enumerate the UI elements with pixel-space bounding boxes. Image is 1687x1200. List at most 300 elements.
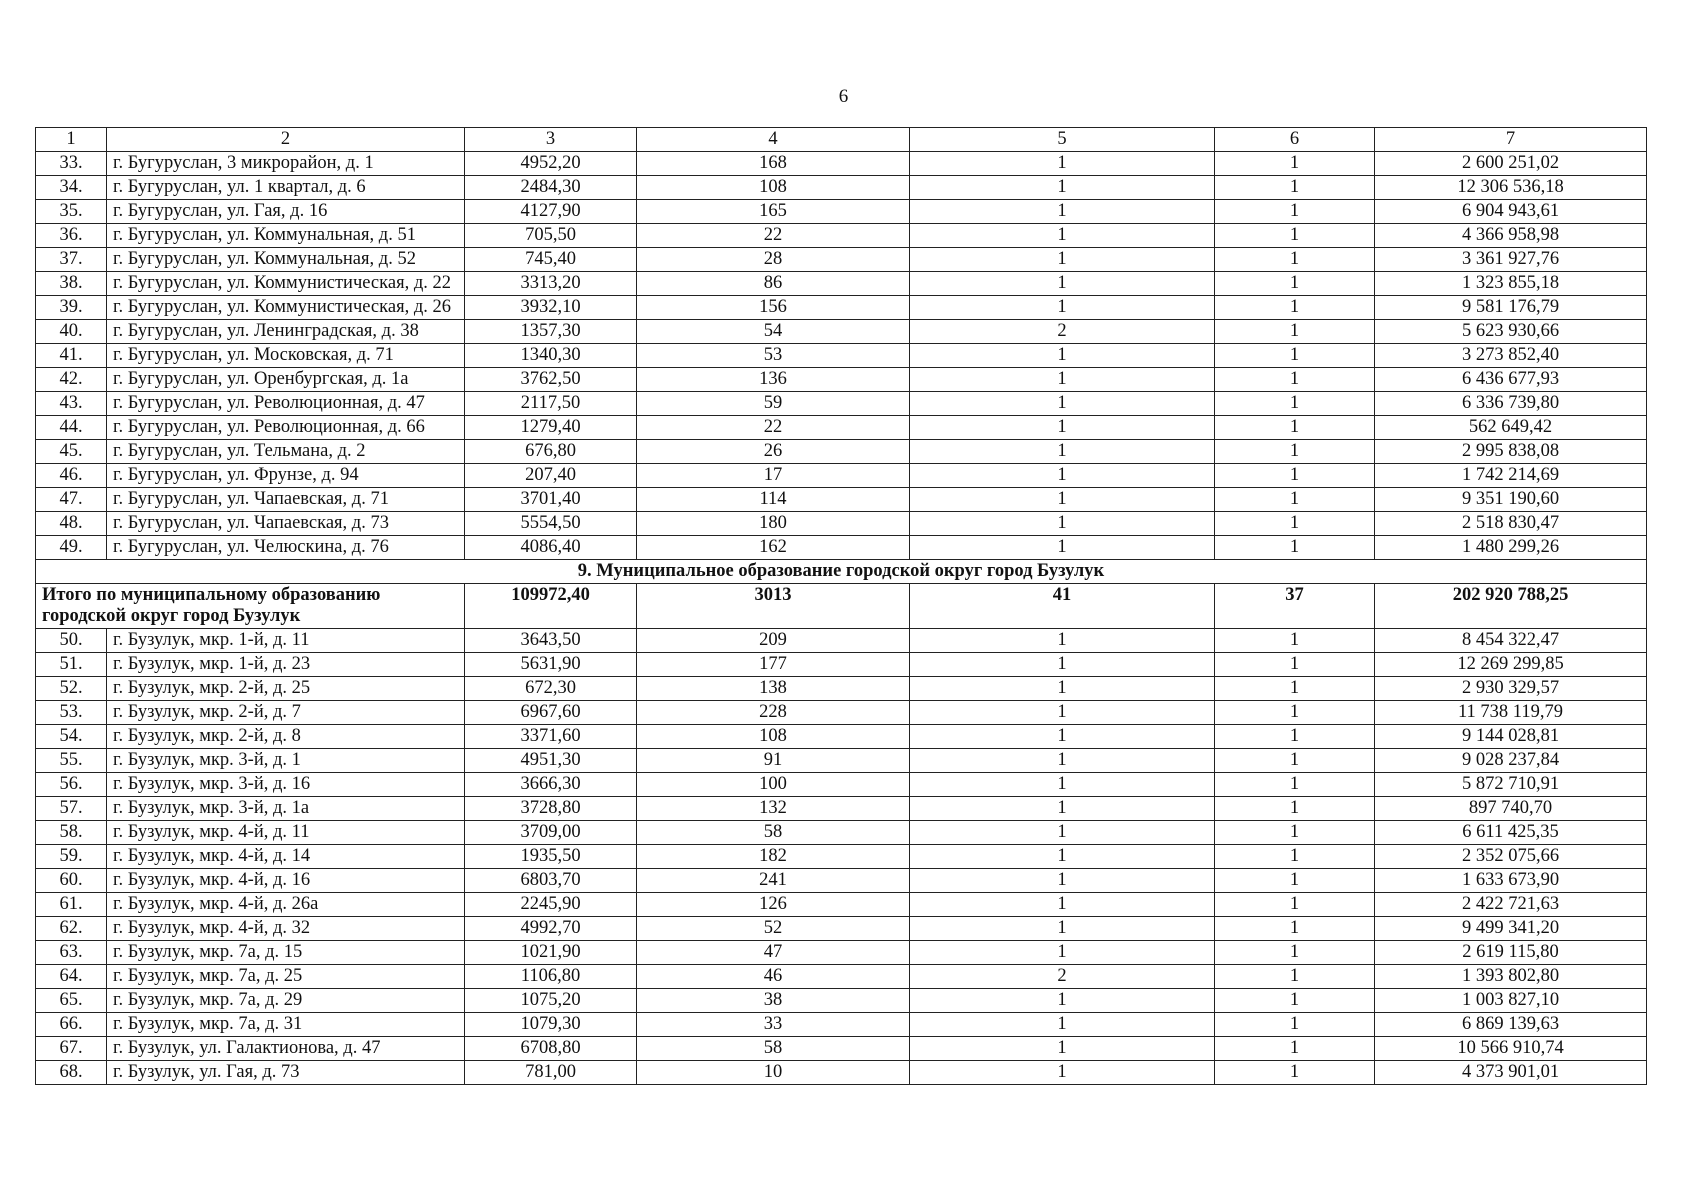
row-number-cell: 64. — [36, 965, 107, 989]
row-number-cell: 52. — [36, 677, 107, 701]
count-5-cell: 1 — [910, 893, 1215, 917]
cost-cell: 10 566 910,74 — [1375, 1037, 1647, 1061]
address-cell: г. Бугуруслан, ул. Коммунальная, д. 51 — [107, 224, 465, 248]
table-row — [36, 488, 1647, 512]
cost-cell: 9 351 190,60 — [1375, 488, 1647, 512]
address-cell: г. Бузулук, мкр. 7а, д. 15 — [107, 941, 465, 965]
cost-cell: 2 995 838,08 — [1375, 440, 1647, 464]
count-6-cell: 1 — [1215, 845, 1375, 869]
row-number-cell: 36. — [36, 224, 107, 248]
residents-cell: 17 — [637, 464, 910, 488]
count-6-cell: 1 — [1215, 536, 1375, 560]
area-cell: 4086,40 — [465, 536, 637, 560]
table-row — [36, 701, 1647, 725]
table-row — [36, 272, 1647, 296]
residents-cell: 54 — [637, 320, 910, 344]
cost-cell: 6 336 739,80 — [1375, 392, 1647, 416]
section-title: 9. Муниципальное образование городской округ город Бузулук — [36, 560, 1647, 584]
count-5-cell: 1 — [910, 917, 1215, 941]
area-cell: 4952,20 — [465, 152, 637, 176]
count-5-cell: 1 — [910, 629, 1215, 653]
row-number-cell: 62. — [36, 917, 107, 941]
table-row — [36, 392, 1647, 416]
table-row — [36, 248, 1647, 272]
table-row — [36, 368, 1647, 392]
table-row — [36, 200, 1647, 224]
table-row — [36, 296, 1647, 320]
cost-cell: 12 306 536,18 — [1375, 176, 1647, 200]
count-5-cell: 1 — [910, 416, 1215, 440]
count-5-cell: 1 — [910, 368, 1215, 392]
cost-cell: 3 361 927,76 — [1375, 248, 1647, 272]
table-row — [36, 989, 1647, 1013]
area-cell: 5554,50 — [465, 512, 637, 536]
table-row — [36, 320, 1647, 344]
count-5-cell: 1 — [910, 749, 1215, 773]
address-cell: г. Бугуруслан, 3 микрорайон, д. 1 — [107, 152, 465, 176]
table-row — [36, 917, 1647, 941]
count-5-cell: 1 — [910, 512, 1215, 536]
area-cell: 2117,50 — [465, 392, 637, 416]
count-5-cell: 1 — [910, 1061, 1215, 1085]
column-number-2: 2 — [107, 128, 465, 152]
count-5-cell: 1 — [910, 1013, 1215, 1037]
area-cell: 3709,00 — [465, 821, 637, 845]
address-cell: г. Бугуруслан, ул. Революционная, д. 66 — [107, 416, 465, 440]
residents-cell: 228 — [637, 701, 910, 725]
address-cell: г. Бугуруслан, ул. Московская, д. 71 — [107, 344, 465, 368]
area-cell: 1340,30 — [465, 344, 637, 368]
address-cell: г. Бузулук, мкр. 4-й, д. 14 — [107, 845, 465, 869]
table-row — [36, 536, 1647, 560]
column-number-1: 1 — [36, 128, 107, 152]
residents-cell: 47 — [637, 941, 910, 965]
address-cell: г. Бугуруслан, ул. Челюскина, д. 76 — [107, 536, 465, 560]
table-row — [36, 773, 1647, 797]
area-cell: 2245,90 — [465, 893, 637, 917]
cost-cell: 2 518 830,47 — [1375, 512, 1647, 536]
count-6-cell: 1 — [1215, 296, 1375, 320]
area-cell: 1935,50 — [465, 845, 637, 869]
address-cell: г. Бугуруслан, ул. Тельмана, д. 2 — [107, 440, 465, 464]
row-number-cell: 67. — [36, 1037, 107, 1061]
residents-cell: 86 — [637, 272, 910, 296]
table-body — [36, 128, 1647, 1085]
count-6-cell: 1 — [1215, 1037, 1375, 1061]
address-cell: г. Бугуруслан, ул. Революционная, д. 47 — [107, 392, 465, 416]
address-cell: г. Бугуруслан, ул. Коммунистическая, д. 26 — [107, 296, 465, 320]
cost-cell: 4 366 958,98 — [1375, 224, 1647, 248]
cost-cell: 11 738 119,79 — [1375, 701, 1647, 725]
table-row — [36, 344, 1647, 368]
residents-cell: 114 — [637, 488, 910, 512]
count-5-cell: 1 — [910, 248, 1215, 272]
count-6-cell: 1 — [1215, 749, 1375, 773]
residents-cell: 33 — [637, 1013, 910, 1037]
count-5-cell: 1 — [910, 1037, 1215, 1061]
area-cell: 3728,80 — [465, 797, 637, 821]
residents-cell: 46 — [637, 965, 910, 989]
address-cell: г. Бугуруслан, ул. Коммунистическая, д. 22 — [107, 272, 465, 296]
address-cell: г. Бузулук, мкр. 7а, д. 31 — [107, 1013, 465, 1037]
row-number-cell: 57. — [36, 797, 107, 821]
residents-cell: 138 — [637, 677, 910, 701]
cost-cell: 1 742 214,69 — [1375, 464, 1647, 488]
address-cell: г. Бугуруслан, ул. Чапаевская, д. 71 — [107, 488, 465, 512]
count-5-cell: 1 — [910, 797, 1215, 821]
area-cell: 207,40 — [465, 464, 637, 488]
row-number-cell: 39. — [36, 296, 107, 320]
total-cost: 202 920 788,25 — [1375, 584, 1647, 629]
area-cell: 1106,80 — [465, 965, 637, 989]
address-cell: г. Бугуруслан, ул. Коммунальная, д. 52 — [107, 248, 465, 272]
count-5-cell: 1 — [910, 224, 1215, 248]
cost-cell: 9 028 237,84 — [1375, 749, 1647, 773]
address-cell: г. Бузулук, мкр. 3-й, д. 16 — [107, 773, 465, 797]
address-cell: г. Бугуруслан, ул. Гая, д. 16 — [107, 200, 465, 224]
count-5-cell: 1 — [910, 677, 1215, 701]
row-number-cell: 58. — [36, 821, 107, 845]
row-number-cell: 35. — [36, 200, 107, 224]
count-5-cell: 1 — [910, 869, 1215, 893]
count-5-cell: 1 — [910, 296, 1215, 320]
count-5-cell: 1 — [910, 176, 1215, 200]
count-5-cell: 1 — [910, 464, 1215, 488]
area-cell: 6708,80 — [465, 1037, 637, 1061]
address-cell: г. Бугуруслан, ул. Ленинградская, д. 38 — [107, 320, 465, 344]
count-6-cell: 1 — [1215, 440, 1375, 464]
count-6-cell: 1 — [1215, 248, 1375, 272]
count-5-cell: 1 — [910, 821, 1215, 845]
count-6-cell: 1 — [1215, 989, 1375, 1013]
row-number-cell: 63. — [36, 941, 107, 965]
count-5-cell: 2 — [910, 320, 1215, 344]
area-cell: 745,40 — [465, 248, 637, 272]
area-cell: 705,50 — [465, 224, 637, 248]
table-row — [36, 512, 1647, 536]
address-cell: г. Бузулук, мкр. 4-й, д. 26а — [107, 893, 465, 917]
table-row — [36, 677, 1647, 701]
cost-cell: 9 144 028,81 — [1375, 725, 1647, 749]
table-row — [36, 224, 1647, 248]
row-number-cell: 65. — [36, 989, 107, 1013]
table-row — [36, 869, 1647, 893]
row-number-cell: 51. — [36, 653, 107, 677]
count-5-cell: 1 — [910, 272, 1215, 296]
row-number-cell: 37. — [36, 248, 107, 272]
count-6-cell: 1 — [1215, 1013, 1375, 1037]
address-cell: г. Бузулук, мкр. 3-й, д. 1 — [107, 749, 465, 773]
area-cell: 4127,90 — [465, 200, 637, 224]
cost-cell: 2 352 075,66 — [1375, 845, 1647, 869]
count-6-cell: 1 — [1215, 893, 1375, 917]
count-6-cell: 1 — [1215, 773, 1375, 797]
address-cell: г. Бузулук, мкр. 4-й, д. 16 — [107, 869, 465, 893]
address-cell: г. Бугуруслан, ул. 1 квартал, д. 6 — [107, 176, 465, 200]
row-number-cell: 68. — [36, 1061, 107, 1085]
count-6-cell: 1 — [1215, 176, 1375, 200]
address-cell: г. Бугуруслан, ул. Чапаевская, д. 73 — [107, 512, 465, 536]
count-6-cell: 1 — [1215, 224, 1375, 248]
cost-cell: 1 393 802,80 — [1375, 965, 1647, 989]
area-cell: 781,00 — [465, 1061, 637, 1085]
area-cell: 676,80 — [465, 440, 637, 464]
address-cell: г. Бузулук, мкр. 2-й, д. 25 — [107, 677, 465, 701]
row-number-cell: 54. — [36, 725, 107, 749]
residents-cell: 59 — [637, 392, 910, 416]
count-6-cell: 1 — [1215, 152, 1375, 176]
count-6-cell: 1 — [1215, 1061, 1375, 1085]
area-cell: 4951,30 — [465, 749, 637, 773]
table-row — [36, 152, 1647, 176]
row-number-cell: 49. — [36, 536, 107, 560]
row-number-cell: 46. — [36, 464, 107, 488]
count-6-cell: 1 — [1215, 320, 1375, 344]
cost-cell: 4 373 901,01 — [1375, 1061, 1647, 1085]
total-area: 109972,40 — [465, 584, 637, 629]
row-number-cell: 48. — [36, 512, 107, 536]
cost-cell: 6 869 139,63 — [1375, 1013, 1647, 1037]
column-number-6: 6 — [1215, 128, 1375, 152]
count-5-cell: 2 — [910, 965, 1215, 989]
count-5-cell: 1 — [910, 152, 1215, 176]
row-number-cell: 33. — [36, 152, 107, 176]
count-5-cell: 1 — [910, 845, 1215, 869]
section-title-row — [36, 560, 1647, 584]
residents-cell: 100 — [637, 773, 910, 797]
table-row — [36, 176, 1647, 200]
count-5-cell: 1 — [910, 653, 1215, 677]
table-row — [36, 416, 1647, 440]
address-cell: г. Бузулук, ул. Гая, д. 73 — [107, 1061, 465, 1085]
row-number-cell: 47. — [36, 488, 107, 512]
count-5-cell: 1 — [910, 392, 1215, 416]
table-row — [36, 464, 1647, 488]
residents-cell: 53 — [637, 344, 910, 368]
cost-cell: 2 422 721,63 — [1375, 893, 1647, 917]
table-row — [36, 893, 1647, 917]
count-5-cell: 1 — [910, 941, 1215, 965]
page-number: 6 — [838, 86, 849, 107]
address-cell: г. Бузулук, мкр. 7а, д. 25 — [107, 965, 465, 989]
row-number-cell: 55. — [36, 749, 107, 773]
area-cell: 1357,30 — [465, 320, 637, 344]
table-row — [36, 965, 1647, 989]
cost-cell: 6 611 425,35 — [1375, 821, 1647, 845]
count-6-cell: 1 — [1215, 464, 1375, 488]
address-cell: г. Бузулук, мкр. 1-й, д. 23 — [107, 653, 465, 677]
area-cell: 1075,20 — [465, 989, 637, 1013]
count-6-cell: 1 — [1215, 416, 1375, 440]
address-cell: г. Бузулук, мкр. 7а, д. 29 — [107, 989, 465, 1013]
count-5-cell: 1 — [910, 989, 1215, 1013]
table-row — [36, 845, 1647, 869]
area-cell: 1021,90 — [465, 941, 637, 965]
residents-cell: 28 — [637, 248, 910, 272]
housing-register-table — [35, 127, 1647, 1085]
residents-cell: 165 — [637, 200, 910, 224]
count-6-cell: 1 — [1215, 368, 1375, 392]
cost-cell: 3 273 852,40 — [1375, 344, 1647, 368]
count-5-cell: 1 — [910, 725, 1215, 749]
count-6-cell: 1 — [1215, 512, 1375, 536]
area-cell: 1279,40 — [465, 416, 637, 440]
residents-cell: 22 — [637, 224, 910, 248]
residents-cell: 180 — [637, 512, 910, 536]
row-number-cell: 42. — [36, 368, 107, 392]
table-row — [36, 725, 1647, 749]
total-row — [36, 584, 1647, 629]
area-cell: 3371,60 — [465, 725, 637, 749]
area-cell: 3313,20 — [465, 272, 637, 296]
cost-cell: 9 581 176,79 — [1375, 296, 1647, 320]
residents-cell: 108 — [637, 725, 910, 749]
count-5-cell: 1 — [910, 773, 1215, 797]
address-cell: г. Бузулук, ул. Галактионова, д. 47 — [107, 1037, 465, 1061]
residents-cell: 26 — [637, 440, 910, 464]
residents-cell: 22 — [637, 416, 910, 440]
cost-cell: 897 740,70 — [1375, 797, 1647, 821]
table-row — [36, 629, 1647, 653]
count-6-cell: 1 — [1215, 629, 1375, 653]
column-number-3: 3 — [465, 128, 637, 152]
column-number-row — [36, 128, 1647, 152]
table-row — [36, 1037, 1647, 1061]
residents-cell: 108 — [637, 176, 910, 200]
count-6-cell: 1 — [1215, 488, 1375, 512]
address-cell: г. Бузулук, мкр. 1-й, д. 11 — [107, 629, 465, 653]
residents-cell: 58 — [637, 1037, 910, 1061]
residents-cell: 91 — [637, 749, 910, 773]
cost-cell: 562 649,42 — [1375, 416, 1647, 440]
area-cell: 4992,70 — [465, 917, 637, 941]
count-5-cell: 1 — [910, 701, 1215, 725]
count-6-cell: 1 — [1215, 725, 1375, 749]
address-cell: г. Бузулук, мкр. 2-й, д. 7 — [107, 701, 465, 725]
row-number-cell: 66. — [36, 1013, 107, 1037]
count-6-cell: 1 — [1215, 869, 1375, 893]
column-number-4: 4 — [637, 128, 910, 152]
address-cell: г. Бузулук, мкр. 2-й, д. 8 — [107, 725, 465, 749]
cost-cell: 1 633 673,90 — [1375, 869, 1647, 893]
total-residents: 3013 — [637, 584, 910, 629]
count-5-cell: 1 — [910, 536, 1215, 560]
residents-cell: 10 — [637, 1061, 910, 1085]
count-6-cell: 1 — [1215, 701, 1375, 725]
count-6-cell: 1 — [1215, 965, 1375, 989]
residents-cell: 241 — [637, 869, 910, 893]
area-cell: 3666,30 — [465, 773, 637, 797]
cost-cell: 6 436 677,93 — [1375, 368, 1647, 392]
residents-cell: 168 — [637, 152, 910, 176]
address-cell: г. Бугуруслан, ул. Фрунзе, д. 94 — [107, 464, 465, 488]
row-number-cell: 53. — [36, 701, 107, 725]
count-5-cell: 1 — [910, 200, 1215, 224]
count-6-cell: 1 — [1215, 344, 1375, 368]
table-row — [36, 941, 1647, 965]
row-number-cell: 45. — [36, 440, 107, 464]
count-5-cell: 1 — [910, 488, 1215, 512]
cost-cell: 2 600 251,02 — [1375, 152, 1647, 176]
cost-cell: 12 269 299,85 — [1375, 653, 1647, 677]
table-row — [36, 1013, 1647, 1037]
area-cell: 1079,30 — [465, 1013, 637, 1037]
total-count-5: 41 — [910, 584, 1215, 629]
residents-cell: 136 — [637, 368, 910, 392]
row-number-cell: 40. — [36, 320, 107, 344]
residents-cell: 162 — [637, 536, 910, 560]
cost-cell: 5 872 710,91 — [1375, 773, 1647, 797]
address-cell: г. Бузулук, мкр. 3-й, д. 1а — [107, 797, 465, 821]
table-row — [36, 797, 1647, 821]
residents-cell: 132 — [637, 797, 910, 821]
count-5-cell: 1 — [910, 344, 1215, 368]
residents-cell: 52 — [637, 917, 910, 941]
row-number-cell: 60. — [36, 869, 107, 893]
row-number-cell: 59. — [36, 845, 107, 869]
table-row — [36, 440, 1647, 464]
cost-cell: 2 619 115,80 — [1375, 941, 1647, 965]
area-cell: 5631,90 — [465, 653, 637, 677]
area-cell: 6803,70 — [465, 869, 637, 893]
count-6-cell: 1 — [1215, 677, 1375, 701]
count-6-cell: 1 — [1215, 821, 1375, 845]
area-cell: 3643,50 — [465, 629, 637, 653]
cost-cell: 1 003 827,10 — [1375, 989, 1647, 1013]
cost-cell: 2 930 329,57 — [1375, 677, 1647, 701]
total-count-6: 37 — [1215, 584, 1375, 629]
cost-cell: 1 323 855,18 — [1375, 272, 1647, 296]
address-cell: г. Бузулук, мкр. 4-й, д. 11 — [107, 821, 465, 845]
cost-cell: 8 454 322,47 — [1375, 629, 1647, 653]
area-cell: 3762,50 — [465, 368, 637, 392]
column-number-7: 7 — [1375, 128, 1647, 152]
cost-cell: 6 904 943,61 — [1375, 200, 1647, 224]
row-number-cell: 43. — [36, 392, 107, 416]
residents-cell: 209 — [637, 629, 910, 653]
table-row — [36, 1061, 1647, 1085]
area-cell: 3932,10 — [465, 296, 637, 320]
address-cell: г. Бузулук, мкр. 4-й, д. 32 — [107, 917, 465, 941]
row-number-cell: 56. — [36, 773, 107, 797]
count-6-cell: 1 — [1215, 653, 1375, 677]
residents-cell: 126 — [637, 893, 910, 917]
residents-cell: 182 — [637, 845, 910, 869]
row-number-cell: 50. — [36, 629, 107, 653]
row-number-cell: 61. — [36, 893, 107, 917]
count-6-cell: 1 — [1215, 797, 1375, 821]
row-number-cell: 41. — [36, 344, 107, 368]
row-number-cell: 44. — [36, 416, 107, 440]
area-cell: 672,30 — [465, 677, 637, 701]
address-cell: г. Бугуруслан, ул. Оренбургская, д. 1а — [107, 368, 465, 392]
area-cell: 3701,40 — [465, 488, 637, 512]
area-cell: 6967,60 — [465, 701, 637, 725]
count-6-cell: 1 — [1215, 200, 1375, 224]
cost-cell: 9 499 341,20 — [1375, 917, 1647, 941]
residents-cell: 38 — [637, 989, 910, 1013]
count-6-cell: 1 — [1215, 941, 1375, 965]
row-number-cell: 38. — [36, 272, 107, 296]
cost-cell: 1 480 299,26 — [1375, 536, 1647, 560]
area-cell: 2484,30 — [465, 176, 637, 200]
count-6-cell: 1 — [1215, 917, 1375, 941]
total-label: Итого по муниципальному образованию городской округ город Бузулук — [36, 584, 465, 629]
row-number-cell: 34. — [36, 176, 107, 200]
count-5-cell: 1 — [910, 440, 1215, 464]
residents-cell: 156 — [637, 296, 910, 320]
residents-cell: 177 — [637, 653, 910, 677]
